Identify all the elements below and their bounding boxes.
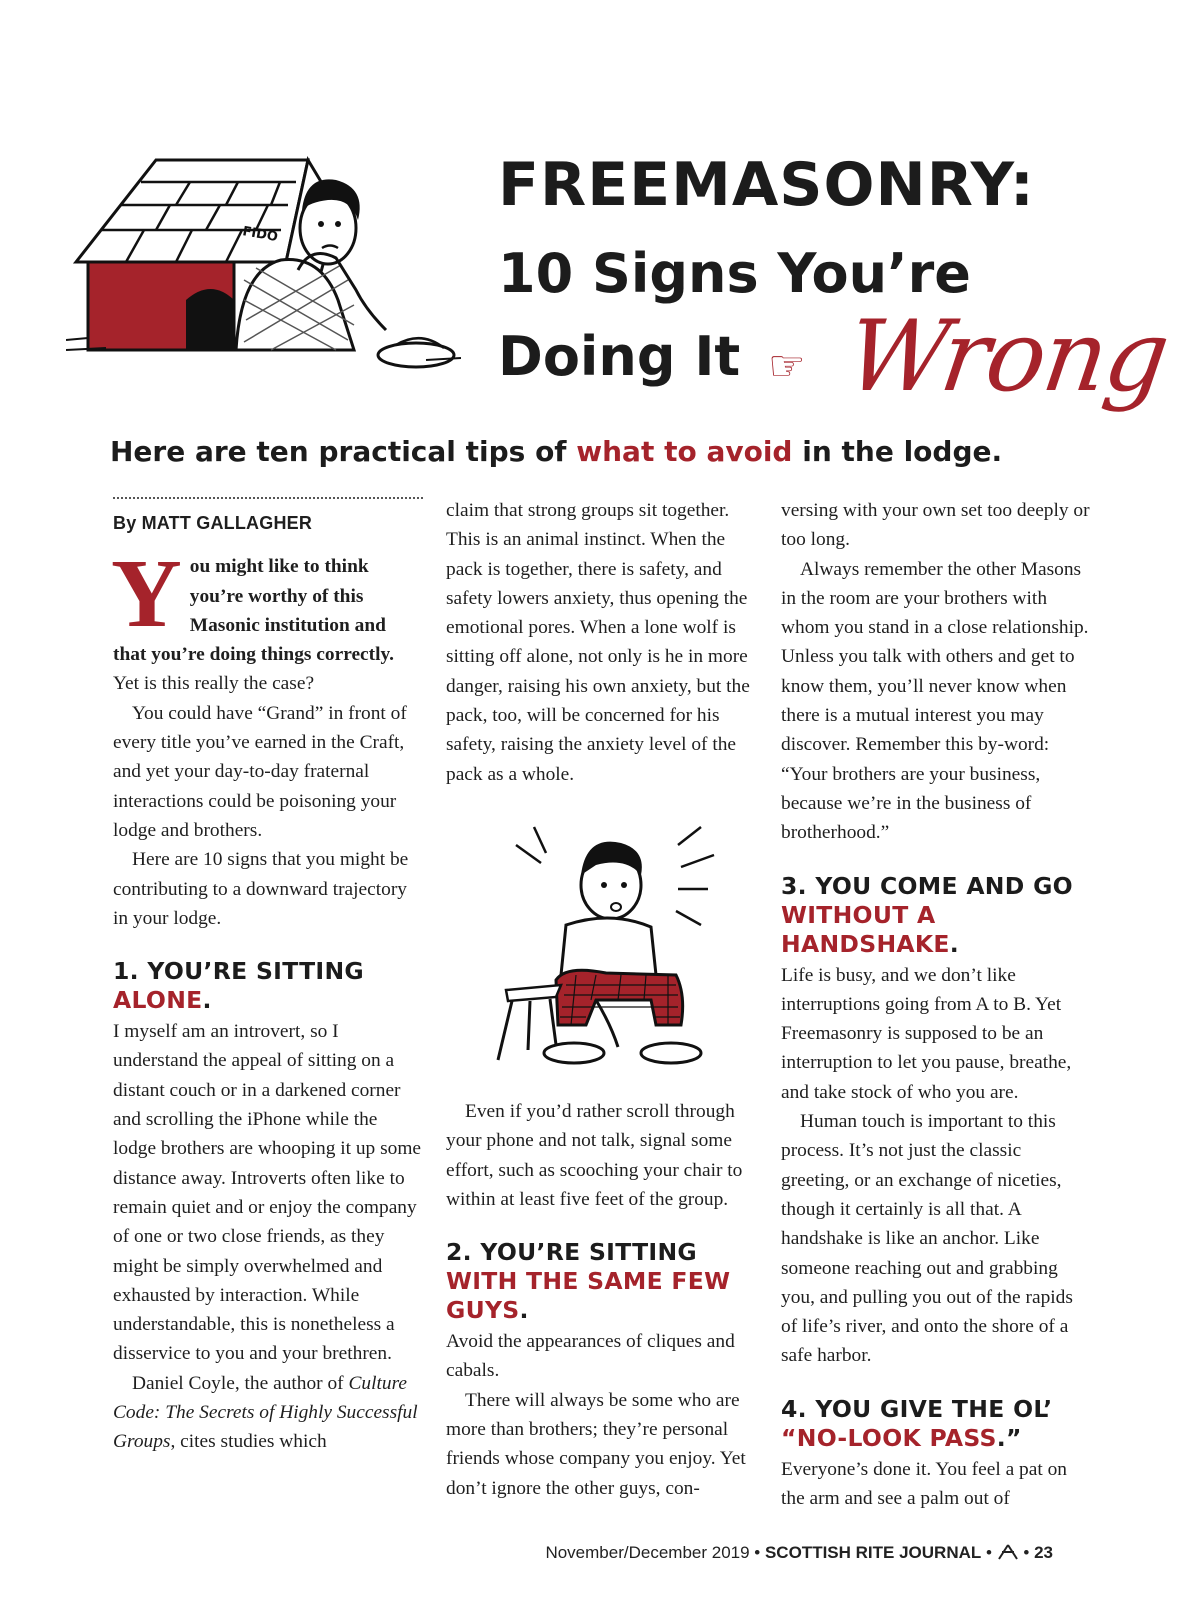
section-4-paragraph-1: Everyone’s done it. You feel a pat on the arm and see a palm out of <box>781 1458 1067 1510</box>
intro-paragraph <box>111 540 423 698</box>
section-2-paragraph-3: Always remember the other Masons in the room are your brothers with whom you stand in a close relationship. Unless you talk with others and get to know them, you’ll never know when there is a mutual interest you may discover. Remember this by-word: “Your brothers are your business, because we’re in the business of brotherhood.” <box>781 558 1089 844</box>
subtitle-highlight: what to avoid <box>576 435 793 468</box>
page-number: 23 <box>1034 1543 1053 1562</box>
doghouse-sign: FIDO <box>241 224 279 246</box>
section-4-heading: 4. YOU GIVE THE OL’ “NO-LOOK PASS.” <box>781 1394 1053 1452</box>
page-footer: November/December 2019 • SCOTTISH RITE JOURNAL • • 23 <box>545 1543 1053 1562</box>
section-2-paragraph-2a: There will always be some who are more than brothers; they’re personal friends whose company you enjoy. Yet don’t ignore the other guys, con- <box>446 1389 746 1499</box>
section-1-paragraph-2a: Daniel Coyle, the author of Culture Code: The Secrets of Highly Successful Groups, cites studies which <box>113 1372 418 1453</box>
sitting-man-cartoon <box>446 815 746 1075</box>
pointing-hand-icon: ☞ <box>768 344 806 390</box>
title-line-2: 10 Signs You’re <box>498 242 971 305</box>
subtitle-part-1: Here are ten practical tips of <box>110 435 577 468</box>
title-accent-word: Wrong <box>839 300 1175 414</box>
intro-paragraph-2: You could have “Grand” in front of every title you’ve earned in the Craft, and yet your day-to-day fraternal interactions could be poisoning your lodge and brothers. <box>113 702 407 841</box>
dotted-rule <box>113 497 423 499</box>
subtitle-part-3: in the lodge. <box>792 435 1003 468</box>
column-1 <box>113 497 423 1457</box>
masonic-emblem-icon <box>997 1544 1019 1560</box>
title-line-3: Doing It <box>498 325 741 388</box>
column-2 <box>446 496 756 1503</box>
drop-cap: Y <box>111 540 182 649</box>
title-line-1: FREEMASONRY: <box>498 150 1035 220</box>
byline: By MATT GALLAGHER <box>113 513 313 533</box>
section-1-paragraph-3: Even if you’d rather scroll through your phone and not talk, signal some effort, such as scooching your chair to within at least five feet of the group. <box>446 1100 743 1210</box>
section-2-paragraph-2b: versing with your own set too deeply or too long. <box>781 500 1090 551</box>
section-1-paragraph-2b: claim that strong groups sit together. This is an animal instinct. When the pack is together, there is safety, and safety lowers anxiety, thus opening the emotional pores. When a lone wolf is sitting off alone, not only is he in more danger, raising his own anxiety, but the pack, too, will be concerned for his safety, raising the anxiety level of the pack as a whole. <box>446 500 750 785</box>
footer-issue: November/December 2019 <box>545 1543 750 1562</box>
book-title: Culture Code: The Secrets of Highly Successful Groups <box>113 1372 418 1453</box>
section-2-heading: 2. YOU’RE SITTING WITH THE SAME FEW GUYS. <box>446 1238 731 1325</box>
doghouse-cartoon <box>66 150 461 390</box>
section-3-paragraph-1: Life is busy, and we don’t like interruptions going from A to B. Yet Freemasonry is supposed to be an interruption to let you pause, breathe, and take stock of who you are. <box>781 964 1072 1103</box>
subtitle <box>110 435 1002 468</box>
section-1-heading: 1. YOU’RE SITTING ALONE. <box>113 957 365 1015</box>
intro-paragraph-3: Here are 10 signs that you might be contributing to a downward trajectory in your lodge. <box>113 849 409 929</box>
section-3-heading: 3. YOU COME AND GO WITHOUT A HANDSHAKE. <box>781 871 1073 958</box>
section-3-paragraph-2: Human touch is important to this process. It’s not just the classic greeting, or an exchange of niceties, though it certainly is all that. A handshake is like an anchor. Like someone reaching out and grabbing you, and pulling you out of the rapids of life’s river, and onto the shore of a safe harbor. <box>781 1111 1073 1367</box>
footer-journal: SCOTTISH RITE JOURNAL <box>764 1543 982 1562</box>
column-3 <box>781 496 1091 1513</box>
intro-rest: Yet is this really the case? <box>113 673 315 695</box>
intro-lead: ou might like to think you’re worthy of this Masonic institution and that you’re doing things correctly. <box>113 556 394 666</box>
section-2-paragraph-1: Avoid the appearances of cliques and cabals. <box>446 1331 735 1382</box>
section-1-paragraph-1: I myself am an introvert, so I understand the appeal of sitting on a distant couch or in a darkened corner and scrolling the iPhone while the lodge brothers are whooping it up some distance away. Introverts often like to remain quiet and or enjoy the company of one or two close friends, as they might be simply overwhelmed and exhausted by interaction. While understandable, this is nonetheless a disservice to you and your brethren. <box>113 1021 422 1365</box>
